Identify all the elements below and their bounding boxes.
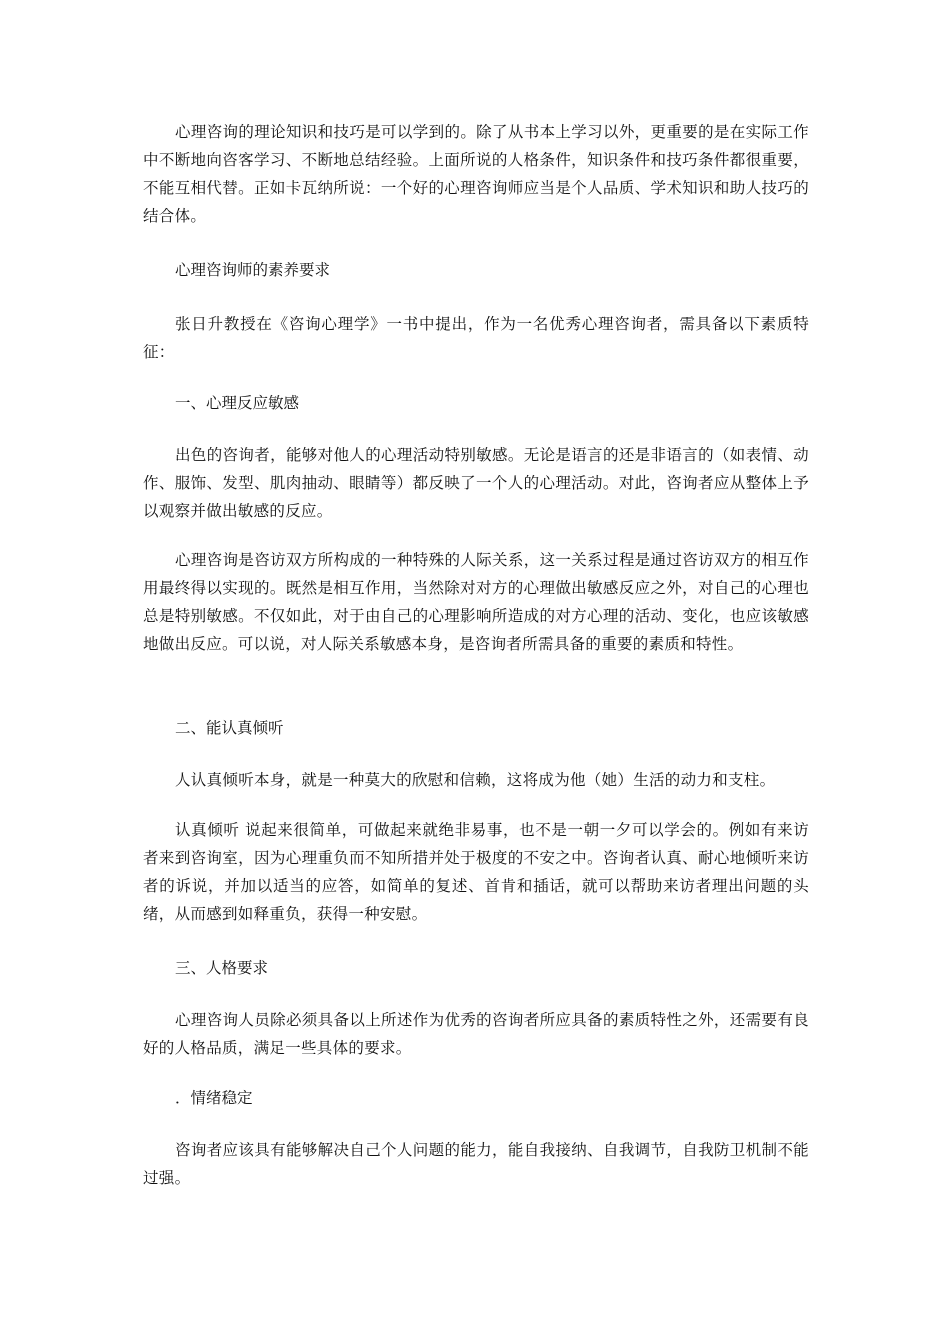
paragraph-zhang-risheng: 张日升教授在《咨询心理学》一书中提出，作为一名优秀心理咨询者，需具备以下素质特征： [143,315,809,361]
paragraph-intro: 心理咨询的理论知识和技巧是可以学到的。除了从书本上学习以外，更重要的是在实际工作中不断地向咨客学习、不断地总结经验。上面所说的人格条件，知识条件和技巧条件都很重要，不能互相代替。正如卡瓦纳所说：一个好的心理咨询师应当是个人品质、学术知识和助人技巧的结合体。 [143,123,809,225]
paragraph-relationship: 心理咨询是咨访双方所构成的一种特殊的人际关系，这一关系过程是通过咨访双方的相互作用最终得以实现的。既然是相互作用，当然除对对方的心理做出敏感反应之外，对自己的心理也总是特别敏感。不仅如此，对于由自己的心理影响所造成的对方心理的活动、变化，也应该敏感地做出反应。可以说，对人际关系敏感本身，是咨询者所需具备的重要的素质和特性。 [143,551,809,653]
paragraph-personality: 心理咨询人员除必须具备以上所述作为优秀的咨询者所应具备的素质特性之外，还需要有良好的人格品质，满足一些具体的要求。 [143,1011,809,1057]
section-heading-qualities: 心理咨询师的素养要求 [175,261,331,279]
paragraph-listening-value: 人认真倾听本身，就是一种莫大的欣慰和信赖，这将成为他（她）生活的动力和支柱。 [175,771,776,789]
paragraph-listening-practice: 认真倾听 说起来很简单，可做起来就绝非易事，也不是一朝一夕可以学会的。例如有来访者来到咨询室，因为心理重负而不知所措并处于极度的不安之中。咨询者认真、耐心地倾听来访者的诉说，并加以适当的应答，如简单的复述、首肯和插话，就可以帮助来访者理出问题的头绪，从而感到如释重负，获得一种安慰。 [143,821,809,923]
heading-sensitivity: 一、心理反应敏感 [175,394,300,412]
paragraph-sensitivity: 出色的咨询者，能够对他人的心理活动特别敏感。无论是语言的还是非语言的（如表情、动作、服饰、发型、肌肉抽动、眼睛等）都反映了一个人的心理活动。对此，咨询者应从整体上予以观察并做出敏感的反应。 [143,446,809,520]
heading-listening: 二、能认真倾听 [175,719,284,737]
heading-personality: 三、人格要求 [175,959,269,977]
paragraph-emotional-stability: 咨询者应该具有能够解决自己个人问题的能力，能自我接纳、自我调节，自我防卫机制不能过强。 [143,1141,809,1187]
heading-emotional-stability: ．情绪稳定 [175,1089,253,1107]
